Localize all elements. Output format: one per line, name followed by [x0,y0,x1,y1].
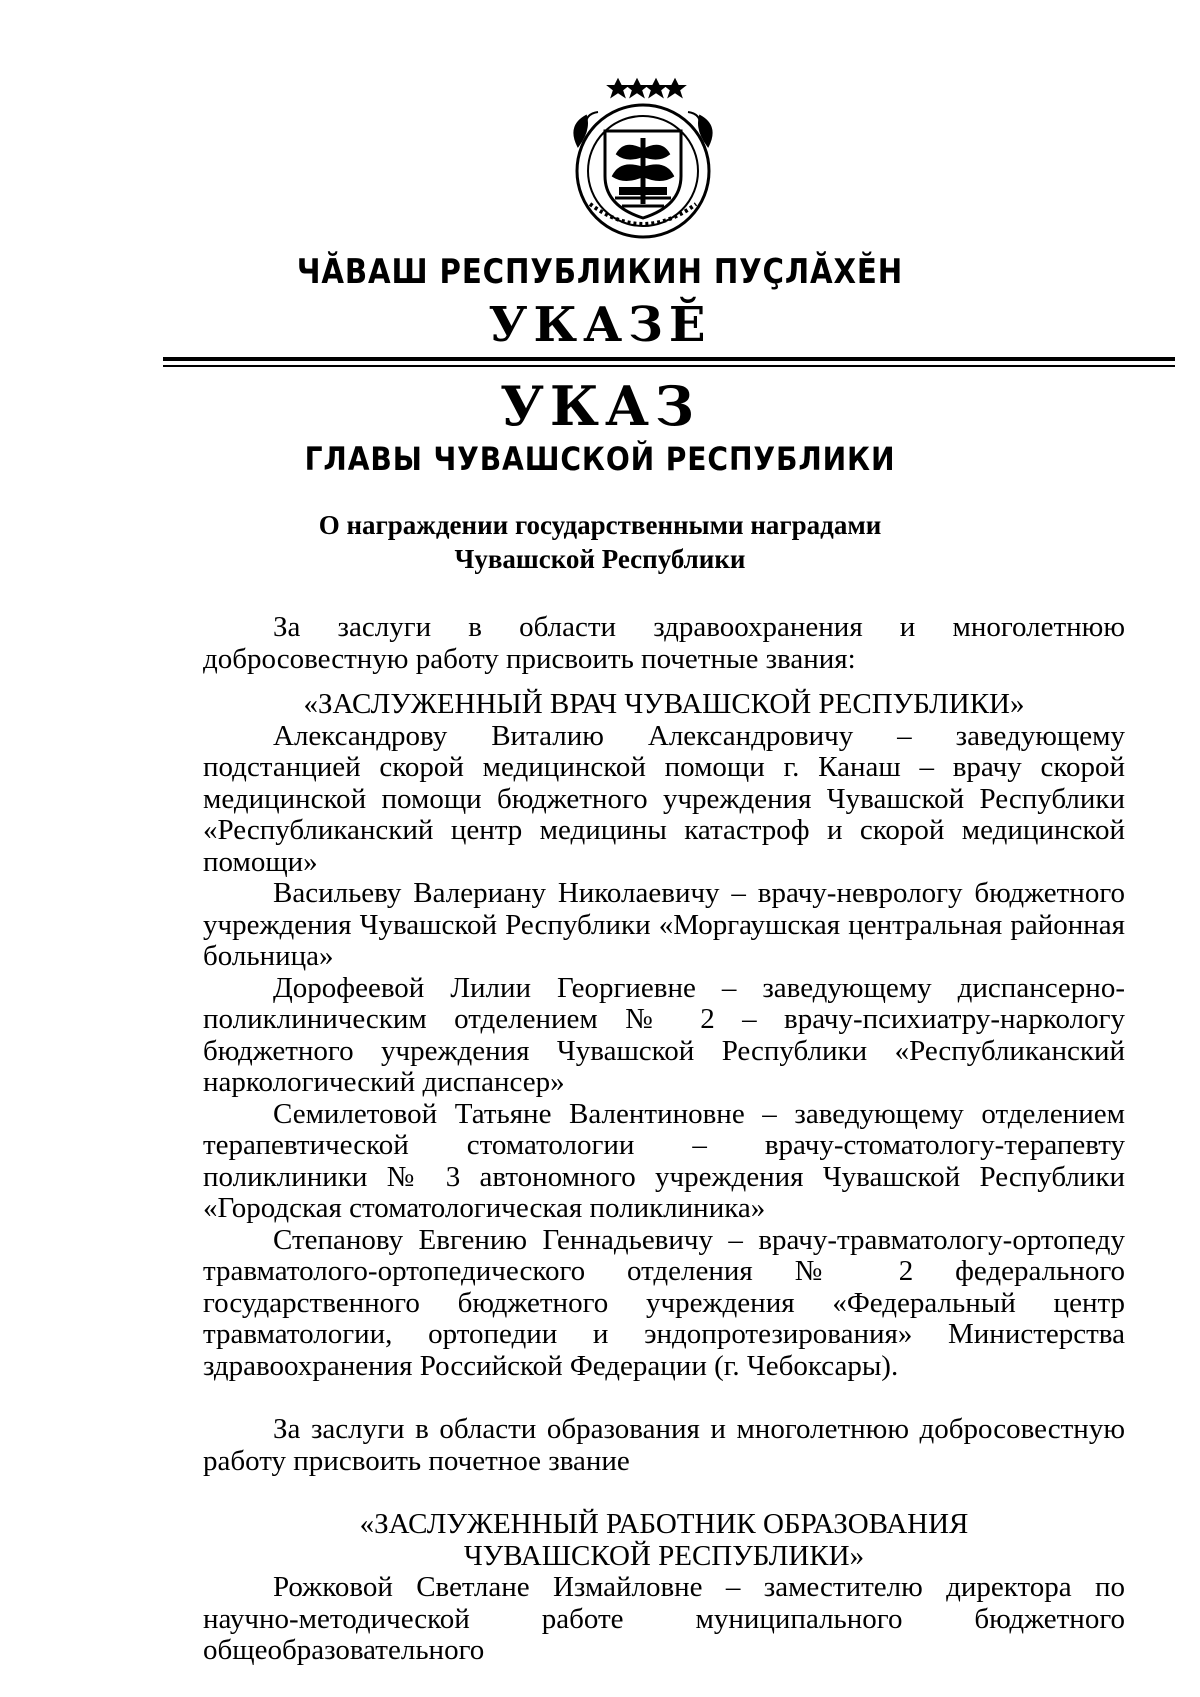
subject-line2: Чувашской Республики [454,544,746,574]
decree-body [203,612,1125,1667]
subject-line1: О награждении государственными наградами [318,510,882,540]
header-chuvash-line2: УКАЗӖ [488,297,712,353]
header-chuvash-line1: ЧӐВАШ РЕСПУБЛИКИН ПУҪЛӐХӖН [296,252,904,292]
award-entry: Рожковой Светлане Измайловне – заместителю директора по научно-методической работе муниципального бюджетного общеобразовательного [203,1571,1125,1666]
section2-intro: За заслуги в области образования и многолетнюю добросовестную работу присвоить почетное звание [203,1413,1125,1477]
award-entry: Александрову Виталию Александровичу – заведующему подстанцией скорой медицинской помощи г. Канаш – врачу скорой медицинской помощи бюджетного учреждения Чувашской Республики «Республиканский центр медицины катастроф и скорой медицинской помощи» [203,719,1125,878]
award-entry: Семилетовой Татьяне Валентиновне – заведующему отделением терапевтической стоматологии – врачу-стоматологу-терапевту поликлиники № 3 автономного учреждения Чувашской Республики «Городская стоматологическая поликлиника» [203,1097,1125,1224]
header-divider-thick [163,357,1175,361]
header-divider-thin [163,365,1175,367]
decree-subject [0,508,1200,576]
award-entry: Степанову Евгению Геннадьевичу – врачу-травматологу-ортопеду травматолого-ортопедического отделения № 2 федерального государственного бюджетного учреждения «Федеральный центр травматологии, ортопедии и эндопротезирования» Министерства здравоохранения Российской Федерации (г. Чебоксары). [203,1223,1125,1382]
header-russian-line2: ГЛАВЫ ЧУВАШСКОЙ РЕСПУБЛИКИ [304,440,896,478]
header-russian-line1: УКАЗ [500,374,700,438]
section1-intro: За заслуги в области здравоохранения и многолетнюю добросовестную работу присвоить почетные звания: [203,611,1125,675]
section2-title-line2: ЧУВАШСКОЙ РЕСПУБЛИКИ» [463,1539,865,1572]
section2-title-line1: «ЗАСЛУЖЕННЫЙ РАБОТНИК ОБРАЗОВАНИЯ [359,1508,969,1540]
coat-of-arms-of-chuvashia-icon [560,76,726,242]
award-entry: Дорофеевой Лилии Георгиевне – заведующему диспансерно-поликлиническим отделением № 2 – врачу-психиатру-наркологу бюджетного учреждения Чувашской Республики «Республиканский наркологический диспансер» [203,971,1125,1098]
section1-title: «ЗАСЛУЖЕННЫЙ ВРАЧ ЧУВАШСКОЙ РЕСПУБЛИКИ» [303,688,1025,720]
award-entry: Васильеву Валериану Николаевичу – врачу-неврологу бюджетного учреждения Чувашской Республики «Моргаушская центральная районная больница» [203,877,1125,972]
star-icon [609,80,684,96]
